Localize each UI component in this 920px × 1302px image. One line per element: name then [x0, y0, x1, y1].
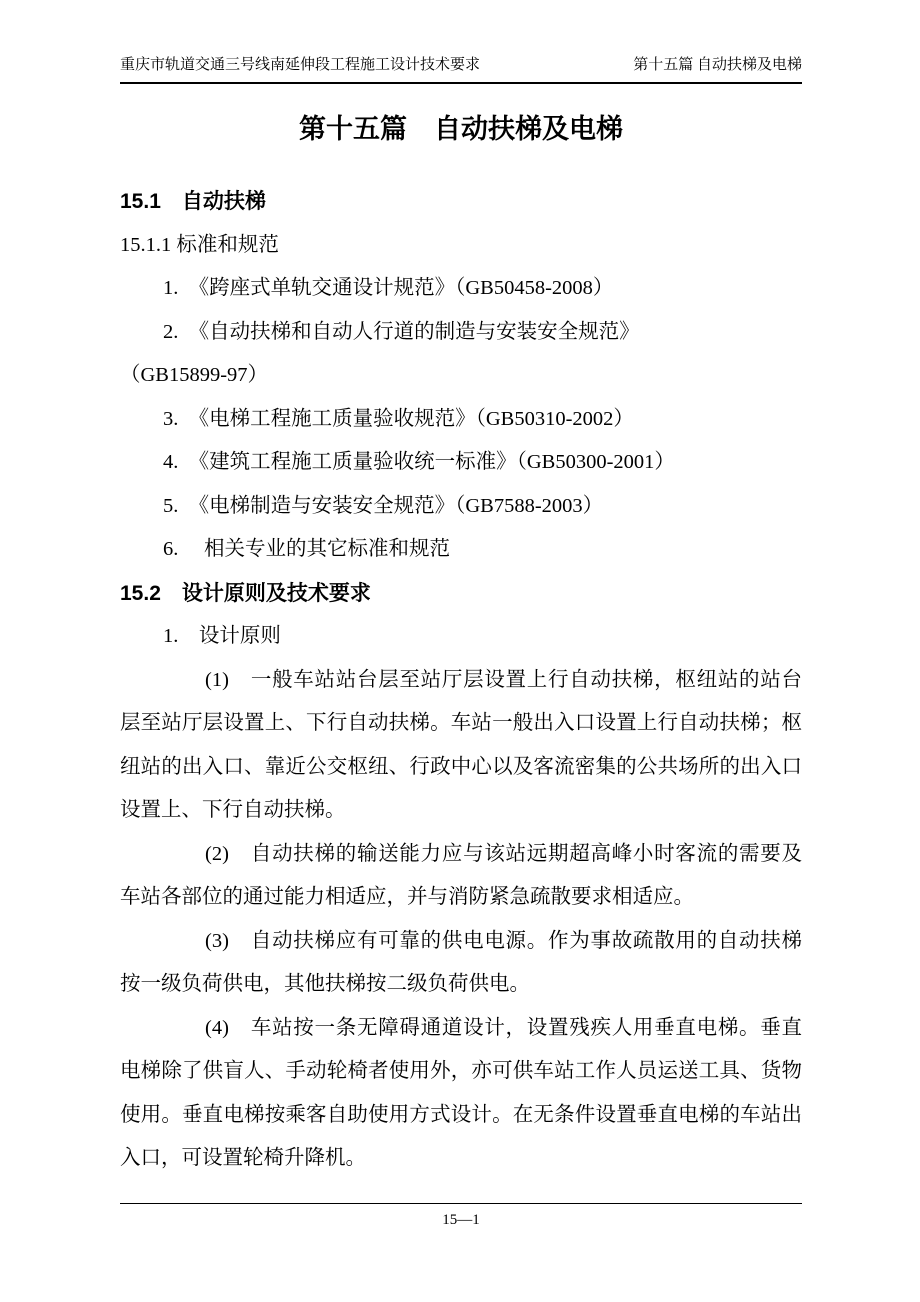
paragraph-1: (1) 一般车站站台层至站厅层设置上行自动扶梯，枢纽站的站台层至站厅层设置上、下行自动扶梯。车站一般出入口设置上行自动扶梯；枢纽站的出入口、靠近公交枢纽、行政中心以及客流密集的公共场所的出入口设置上、下行自动扶梯。 — [120, 668, 802, 821]
page-footer — [120, 1203, 802, 1229]
page-number: 15—1 — [442, 1212, 480, 1228]
section-heading-15-2: 15.2 设计原则及技术要求 — [120, 581, 371, 605]
paragraph-3: (3) 自动扶梯应有可靠的供电电源。作为事故疏散用的自动扶梯按一级负荷供电，其他扶梯按二级负荷供电。 — [120, 929, 802, 995]
list-item-1: 1. 《跨座式单轨交通设计规范》（GB50458-2008） — [163, 277, 614, 299]
list-item-2-continuation: （GB15899-97） — [120, 364, 269, 386]
list-item-6: 6. 相关专业的其它标准和规范 — [163, 538, 450, 560]
page-header — [120, 56, 802, 84]
document-body — [120, 180, 802, 1181]
list-item-4: 4. 《建筑工程施工质量验收统一标准》（GB50300-2001） — [163, 451, 675, 473]
list-item-3: 3. 《电梯工程施工质量验收规范》（GB50310-2002） — [163, 407, 634, 430]
header-document-title: 重庆市轨道交通三号线南延伸段工程施工设计技术要求 — [120, 57, 481, 73]
subsection-heading-15-1-1: 15.1.1 标准和规范 — [120, 233, 279, 256]
list-item-5: 5. 《电梯制造与安装安全规范》（GB7588-2003） — [163, 494, 604, 517]
header-chapter-label: 第十五篇 自动扶梯及电梯 — [633, 57, 802, 73]
page-title: 第十五篇 自动扶梯及电梯 — [299, 114, 623, 144]
paragraph-4: (4) 车站按一条无障碍通道设计，设置残疾人用垂直电梯。垂直电梯除了供盲人、手动轮椅者使用外，亦可供车站工作人员运送工具、货物使用。垂直电梯按乘客自助使用方式设计。在无条件设置垂直电梯的车站出入口，可设置轮椅升降机。 — [120, 1016, 802, 1169]
list-item-2: 2. 《自动扶梯和自动人行道的制造与安装安全规范》 — [163, 320, 640, 343]
list-item-design-principle: 1. 设计原则 — [163, 625, 281, 647]
section-heading-15-1: 15.1 自动扶梯 — [120, 190, 266, 213]
paragraph-2: (2) 自动扶梯的输送能力应与该站远期超高峰小时客流的需要及车站各部位的通过能力相适应，并与消防紧急疏散要求相适应。 — [120, 842, 802, 908]
